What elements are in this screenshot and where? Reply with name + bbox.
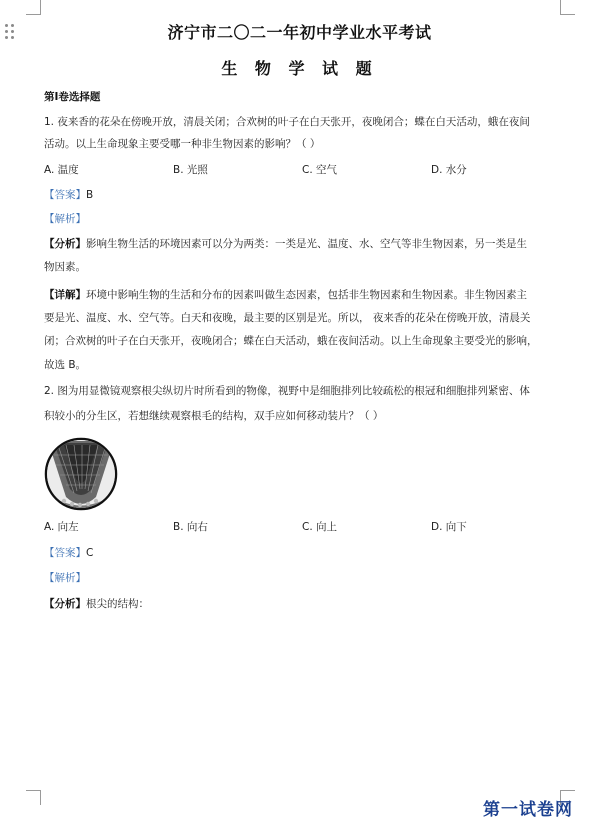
q1-answer (44, 188, 93, 202)
q1-analysis-label: 【解析】 (44, 213, 86, 225)
q1-xiangjie-line4: 故选 B。 (44, 359, 87, 371)
crop-mark-top-right (560, 0, 575, 15)
q2-answer-value: C (86, 547, 94, 559)
q2-answer-label: 【答案】 (44, 547, 86, 559)
q1-fenxi-line2: 物因素。 (44, 261, 86, 273)
crop-mark-top-left (26, 0, 41, 15)
q1-fenxi-text: 影响生物生活的环境因素可以分为两类：一类是光、温度、水、空气等非生物因素，另一类是生 (86, 238, 527, 250)
q1-option-a: A. 温度 (44, 164, 79, 176)
q2-fenxi-label: 【分析】 (44, 598, 86, 610)
q1-stem-line2: 活动。以上生命现象主要受哪一种非生物因素的影响？（ ） (44, 138, 321, 150)
q1-option-d: D. 水分 (431, 164, 467, 176)
q2-analysis-label: 【解析】 (44, 572, 86, 584)
q2-option-b: B. 向右 (173, 521, 208, 533)
page-subtitle: 生 物 学 试 题 (221, 59, 378, 78)
q2-option-d: D. 向下 (431, 521, 467, 533)
q1-xiangjie-line3: 闭；合欢树的叶子在白天张开，夜晚闭合；蝶在白天活动，蛾在夜间活动。以上生命现象主要受光的影响， (44, 335, 538, 347)
q1-option-b: B. 光照 (173, 164, 208, 176)
q1-xiangjie-line2: 要是光、温度、水、空气等。白天和夜晚，最主要的区别是光。所以， 夜来香的花朵在傍晚开放，清晨关 (44, 312, 531, 324)
q1-stem-line1: 1. 夜来香的花朵在傍晚开放，清晨关闭；合欢树的叶子在白天张开，夜晚闭合；蝶在白天活动，蛾在夜间 (44, 116, 530, 128)
q2-fenxi-line1 (44, 597, 149, 611)
root-tip-micrograph-image (44, 437, 118, 511)
q1-xiangjie-line1 (44, 288, 527, 302)
q1-xiangjie-text: 环境中影响生物的生活和分布的因素叫做生态因素，包括非生物因素和生物因素。非生物因素主 (86, 289, 527, 301)
watermark-brand: 第一试卷网 (483, 800, 573, 820)
q1-answer-value: B (86, 189, 94, 201)
page-title: 济宁市二〇二一年初中学业水平考试 (167, 23, 432, 42)
q2-answer (44, 546, 93, 560)
q1-xiangjie-label: 【详解】 (44, 289, 86, 301)
q2-option-a: A. 向左 (44, 521, 79, 533)
q1-answer-label: 【答案】 (44, 189, 86, 201)
q1-fenxi-line1 (44, 237, 527, 251)
q2-fenxi-text: 根尖的结构： (86, 598, 149, 610)
q2-stem-line1: 2. 图为用显微镜观察根尖纵切片时所看到的物像，视野中是细胞排列比较疏松的根冠和细胞排列紧密、体 (44, 385, 530, 397)
q1-option-c: C. 空气 (302, 164, 338, 176)
q2-option-c: C. 向上 (302, 521, 338, 533)
q2-stem-line2: 积较小的分生区，若想继续观察根毛的结构，双手应如何移动装片？（ ） (44, 410, 384, 422)
q1-fenxi-label: 【分析】 (44, 238, 86, 250)
crop-mark-bottom-left (26, 790, 41, 805)
section-title: 第Ⅰ卷选择题 (44, 91, 101, 103)
